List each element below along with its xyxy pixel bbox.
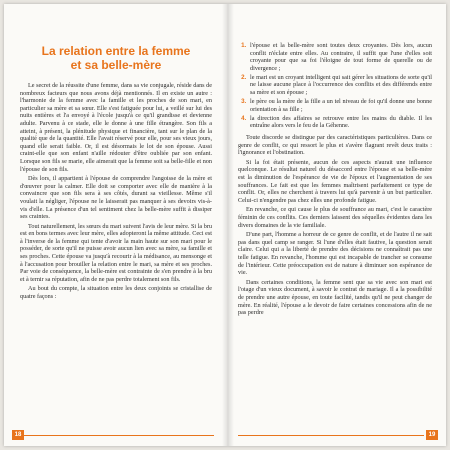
chapter-title-line-2: et sa belle-mère <box>70 58 162 72</box>
left-page-number: 18 <box>12 430 24 440</box>
left-paragraph-1: Le secret de la réussite d'une femme, dans sa vie conjugale, réside dans de nombreux facteurs que nous avons déjà mentionnés. Il en existe un autre : l'harmonie de la femme avec la famille et les proches de son mari, en particulier sa mère et sa sœur. Elle s'est fatiguée pour lui, a veillé sur lui des nuits entières et l'a envoyé à l'école jusqu'à ce qu'il grandisse et devienne adulte. Parvenu à ce stade, elle le donne à une fille étrangère. Son fils a atteint, à présent, la plénitude physique et financière, tant sur le plan de la qualité que de la quantité. Elle l'avait réservé pour elle, pour ses vieux jours, quand elle serait faible. Or, il est désormais le lot de son épouse. Aussi craint-elle que son enfant n'aille rédouter d'être oubliée par son enfant. Lorsque son fils se marie, elle aimerait que la femme soit sa belle-fille et non l'épouse de son fils. <box>20 82 212 173</box>
right-footer-rule <box>238 435 424 436</box>
right-paragraph-4: D'une part, l'homme a horreur de ce genre de conflit, et de l'autre il ne sait pas dans quel camp se ranger. Si l'une d'elles était fautive, la question serait claire. Celui qui a la liberté de prendre des décisions ne connaîtrait pas une telle fatigue. En revanche, l'homme qui est incapable de trancher se consume de l'intérieur. Cette préoccupation est de nature à diminuer son espérance de vie. <box>238 231 432 277</box>
right-page-number: 19 <box>426 430 438 440</box>
outcome-item-1: 1. l'épouse et la belle-mère sont toutes deux croyantes. Dès lors, aucun conflit n'éclate entre elles. Au contraire, il suffit que l'une d'elles soit croyante pour que sa foi l'éloigne de tout forme de querelle ou de divergence ; <box>248 42 432 72</box>
outcome-list <box>238 42 432 130</box>
right-paragraph-3: En revanche, ce qui cause le plus de souffrance au mari, c'est le caractère féminin de ces conflits. Ces derniers laissent des séquelles évidentes dans les divers domaines de la vie familiale. <box>238 206 432 229</box>
outcome-item-2: 2. le mari est un croyant intelligent qui sait gérer les situations de sorte qu'il ne laisse aucune place à l'occurrence des conflits et des différends entre sa mère et son épouse ; <box>248 74 432 97</box>
outcome-item-4: 4. la direction des affaires se retrouve entre les mains du diable. Il les entraîne alors vers le feu de la Géhenne. <box>248 115 432 130</box>
left-paragraph-4: Au bout du compte, la situation entre les deux conjoints se cristallise de quatre façons : <box>20 285 212 301</box>
chapter-title-line-1: La relation entre la femme <box>41 44 191 58</box>
chapter-title <box>20 44 212 72</box>
book-spread <box>4 4 446 446</box>
left-paragraph-2: Dès lors, il appartient à l'épouse de comprendre l'angoisse de la mère et d'œuvrer pour la calmer. Elle doit se comporter avec elle de manière à la convaincre que son fils sera à ses côtés, durant sa vieillesse. Même s'il voulait la négliger, l'épouse ne le laisserait pas manquer à ses devoirs vis-à-vis d'elle. La présence d'un tel sentiment chez la belle-mère suffit à dissiper ses craintes. <box>20 175 212 221</box>
left-footer-rule <box>24 435 214 436</box>
right-paragraph-2: Si la foi était présente, aucun de ces aspects n'aurait une influence quelconque. Le résultat naturel du désaccord entre l'épouse et sa belle-mère est la diminution de l'espérance de vie de l'époux et l'augmentation de ses souffrances. Le fait est que les femmes maîtrisent parfaitement ce type de conflit. Or, elles ne cherchent à travers lui qu'à parvenir à un but particulier. Celui-ci n'engendre pas chez elles une profonde fatigue. <box>238 158 432 204</box>
right-paragraph-1: Toute discorde se distingue par des caractéristiques particulières. Dans ce genre de conflit, ce qui ressort le plus et s'avère flagrant revêt deux traits : l'ignorance et l'obstination. <box>238 134 432 157</box>
left-paragraph-3: Tout naturellement, les sœurs du mari suivent l'avis de leur mère. Si la bru est en bons termes avec leur mère, elles adopteront la même attitude. Ceci est à l'inverse de la femme qui tente d'avoir la main haute sur son mari pour le posséder, de sorte qu'il ne puisse avoir aucun lien avec sa mère, sa famille et ses proches. Cette épouse va jusqu'à recourir à la médisance, au mensonge et à l'accusation pour brouiller la relation entre le mari, sa mère et ses proches. Par voie de conséquence, la belle-mère est contrainte de s'en prendre à la bru et à ternir sa réputation, afin de ne pas perdre totalement son fils. <box>20 222 212 283</box>
right-paragraph-5: Dans certaines conditions, la femme sent que sa vie avec son mari est l'otage d'un vieux document, à savoir le contrat de mariage. Il a la possibilité de prendre une autre épouse, en toute facilité, tandis qu'il ne peut changer de mère. En réalité, l'épouse a le devoir de faire certaines concessions afin de ne pas perdre <box>238 278 432 317</box>
right-page <box>228 4 446 446</box>
outcome-item-3: 3. le père ou la mère de la fille a un tel niveau de foi qu'il donne une bonne orientation à sa fille ; <box>248 98 432 113</box>
left-page <box>4 4 224 446</box>
